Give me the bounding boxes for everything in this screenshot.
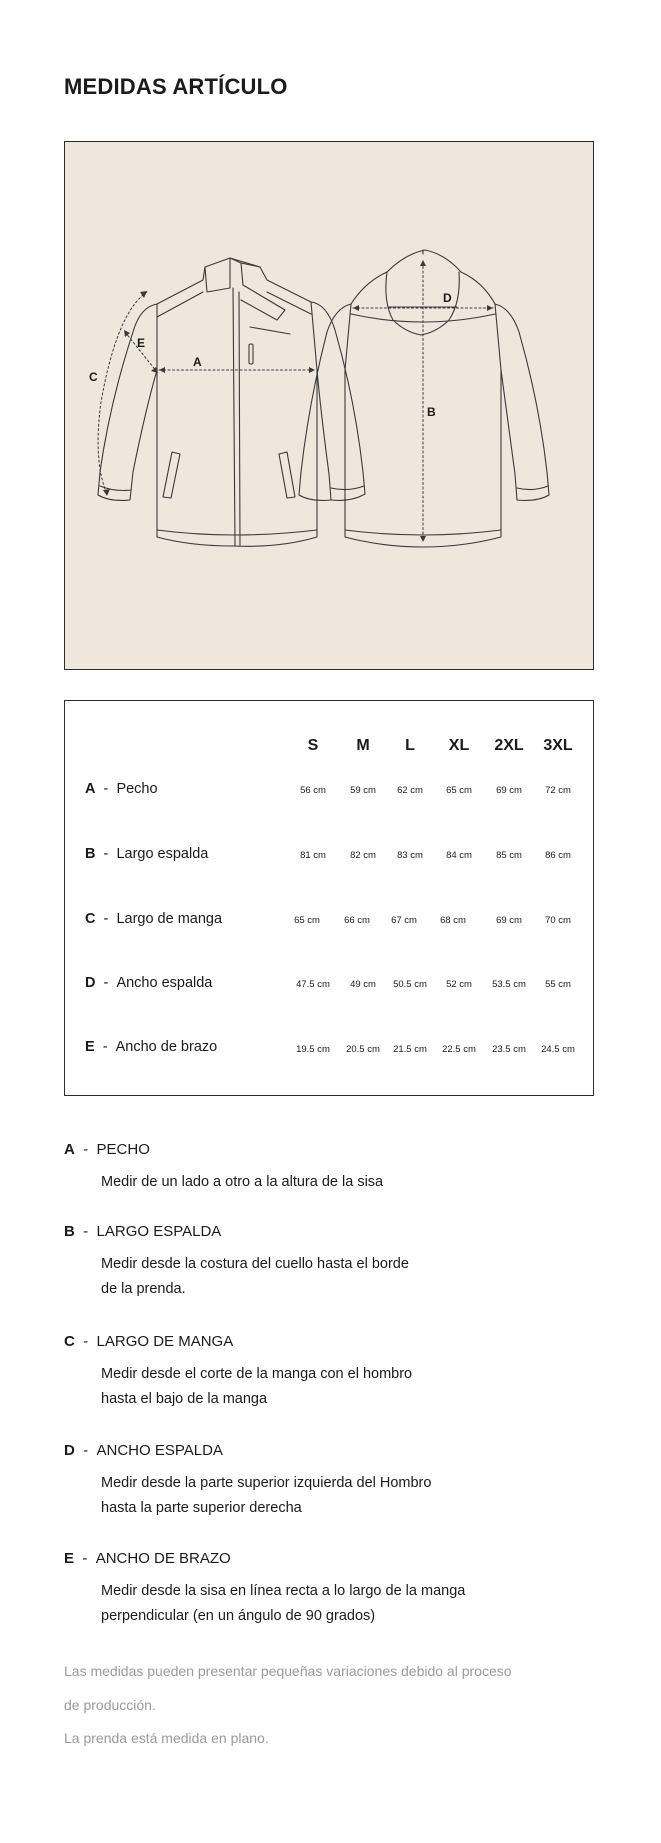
table-cell: 66 cm: [344, 915, 370, 926]
table-row-label: E - Ancho de brazo: [85, 1039, 218, 1055]
size-header: L: [405, 737, 415, 754]
description-d: [64, 1442, 624, 1521]
label-b: B: [427, 405, 436, 419]
description-heading: C - LARGO DE MANGA: [64, 1333, 234, 1350]
footer-note: de producción.: [64, 1697, 156, 1713]
table-cell: 20.5 cm: [346, 1044, 380, 1055]
table-cell: 21.5 cm: [393, 1044, 427, 1055]
table-cell: 24.5 cm: [541, 1044, 575, 1055]
jacket-diagram: [64, 141, 594, 670]
table-cell: 65 cm: [294, 915, 320, 926]
table-cell: 49 cm: [350, 979, 376, 990]
table-row-label: D - Ancho espalda: [85, 975, 213, 991]
footer-note: La prenda está medida en plano.: [64, 1730, 269, 1746]
table-cell: 62 cm: [397, 785, 423, 796]
jacket-illustration: [65, 142, 595, 671]
description-heading: E - ANCHO DE BRAZO: [64, 1550, 231, 1567]
table-cell: 82 cm: [350, 850, 376, 861]
footer-note: Las medidas pueden presentar pequeñas variaciones debido al proceso: [64, 1663, 512, 1679]
size-header: S: [307, 737, 319, 754]
table-cell: 67 cm: [391, 915, 417, 926]
front-jacket-drawing: [98, 258, 365, 546]
description-e: [64, 1550, 624, 1629]
table-cell: 70 cm: [545, 915, 571, 926]
description-a: [64, 1141, 624, 1195]
description-text: Medir desde la parte superior izquierda del Hombro hasta la parte superior derecha: [101, 1475, 432, 1516]
table-cell: 52 cm: [446, 979, 472, 990]
label-a: A: [193, 355, 202, 369]
table-cell: 53.5 cm: [492, 979, 526, 990]
label-d: D: [443, 291, 452, 305]
table-cell: 47.5 cm: [296, 979, 330, 990]
table-cell: 50.5 cm: [393, 979, 427, 990]
table-cell: 59 cm: [350, 785, 376, 796]
table-cell: 72 cm: [545, 785, 571, 796]
description-heading: A - PECHO: [64, 1141, 150, 1158]
size-header: XL: [448, 737, 470, 754]
back-jacket-drawing: [299, 250, 549, 547]
size-header: M: [356, 737, 370, 754]
size-header: 2XL: [494, 737, 524, 754]
table-cell: 22.5 cm: [442, 1044, 476, 1055]
table-cell: 55 cm: [545, 979, 571, 990]
table-row-label: A - Pecho: [85, 781, 158, 797]
page-title: MEDIDAS ARTÍCULO: [64, 74, 288, 99]
table-cell: 83 cm: [397, 850, 423, 861]
table-cell: 23.5 cm: [492, 1044, 526, 1055]
description-b: [64, 1223, 624, 1302]
description-heading: D - ANCHO ESPALDA: [64, 1442, 223, 1459]
table-row-label: C - Largo de manga: [85, 911, 223, 927]
description-text: Medir de un lado a otro a la altura de la sisa: [101, 1174, 384, 1190]
description-c: [64, 1333, 624, 1412]
description-text: Medir desde el corte de la manga con el hombro hasta el bajo de la manga: [101, 1366, 413, 1407]
table-cell: 85 cm: [496, 850, 522, 861]
description-text: Medir desde la costura del cuello hasta el borde de la prenda.: [101, 1256, 409, 1297]
size-header: 3XL: [543, 737, 573, 754]
table-cell: 86 cm: [545, 850, 571, 861]
table-cell: 56 cm: [300, 785, 326, 796]
label-c: C: [89, 370, 98, 384]
measure-arrowheads: [103, 260, 493, 542]
table-cell: 69 cm: [496, 915, 522, 926]
label-e: E: [137, 336, 146, 350]
size-table: [64, 700, 594, 1096]
table-cell: 68 cm: [440, 915, 466, 926]
table-cell: 84 cm: [446, 850, 472, 861]
description-text: Medir desde la sisa en línea recta a lo largo de la manga perpendicular (en un ángulo de 90 grados): [101, 1583, 466, 1624]
table-cell: 81 cm: [300, 850, 326, 861]
description-heading: B - LARGO ESPALDA: [64, 1223, 222, 1240]
table-row-label: B - Largo espalda: [85, 846, 209, 862]
table-cell: 69 cm: [496, 785, 522, 796]
table-cell: 65 cm: [446, 785, 472, 796]
table-cell: 19.5 cm: [296, 1044, 330, 1055]
